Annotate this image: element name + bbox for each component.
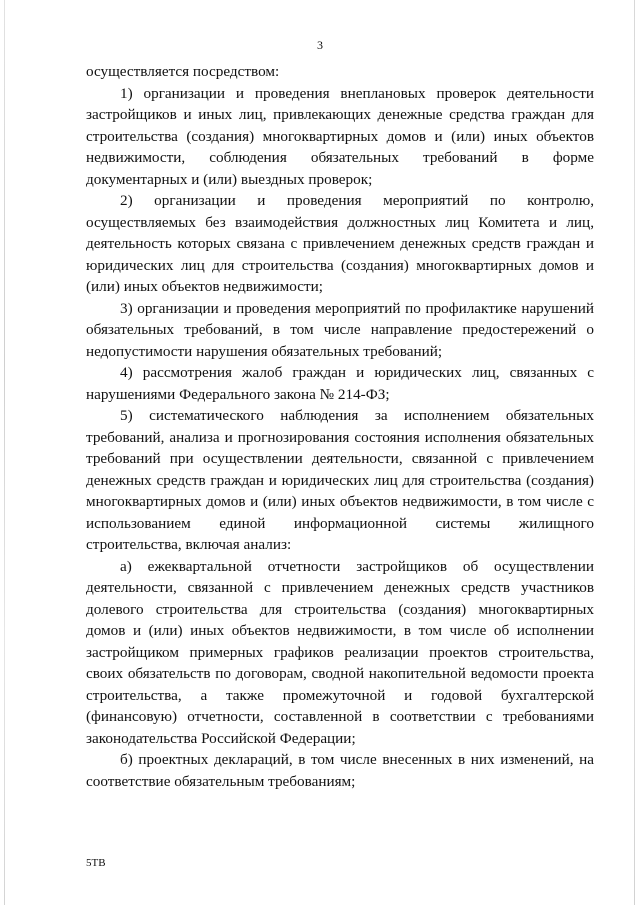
paragraph-item-4: 4) рассмотрения жалоб граждан и юридических лиц, связанных с нарушениями Федерального закона № 214-ФЗ; (86, 364, 594, 403)
paragraph-item-2: 2) организации и проведения мероприятий по контролю, осуществляемых без взаимодействия должностных лиц Комитета и лиц, деятельность которых связана с привлечением денежных средств граждан и юридических лиц для строительства (создания) многоквартирных домов и (или) иных объектов недвижимости; (86, 192, 594, 295)
paragraph-item-3: 3) организации и проведения мероприятий по профилактике нарушений обязательных требований, в том числе направление предостережений о недопустимости нарушения обязательных требований; (86, 299, 594, 360)
paragraph-item-1: 1) организации и проведения внеплановых проверок деятельности застройщиков и иных лиц, привлекающих денежные средства граждан для строительства (создания) многоквартирных домов и (или) иных объектов недвижимости, соблюдения обязательных требований в форме документарных и (или) выездных проверок; (86, 84, 594, 188)
paragraph-subitem-b: б) проектных деклараций, в том числе внесенных в них изменений, на соответствие обязательным требованиям; (86, 751, 594, 790)
page-number: 3 (317, 38, 323, 52)
paragraph-subitem-a: а) ежеквартальной отчетности застройщиков об осуществлении деятельности, связанной с привлечением денежных средств участников долевого строительства для строительства (создания) многоквартирных домов и (или) иных объектов недвижимости, в том числе об исполнении застройщиком примерных графиков реализации проектов строительства, своих обязательств по договорам, сводной накопительной ведомости проекта строительства, а также промежуточной и годовой бухгалтерской (финансовую) отчетности, составленной в соответствии с требованиями законодательства Российской Федерации; (86, 557, 594, 747)
document-body (86, 61, 594, 792)
paragraph-item-5: 5) систематического наблюдения за исполнением обязательных требований, анализа и прогнозирования состояния исполнения обязательных требований при осуществлении деятельности, связанной с привлечением денежных средств граждан и юридических лиц для строительства (создания) многоквартирных домов и (или) иных объектов недвижимости, в том числе с использованием единой информационной системы жилищного строительства, включая анализ: (86, 407, 594, 553)
scan-edge-right (634, 0, 635, 905)
footer-mark: 5ТВ (86, 857, 106, 869)
scan-edge-left (4, 0, 5, 905)
paragraph-intro: осуществляется посредством: (86, 63, 280, 80)
